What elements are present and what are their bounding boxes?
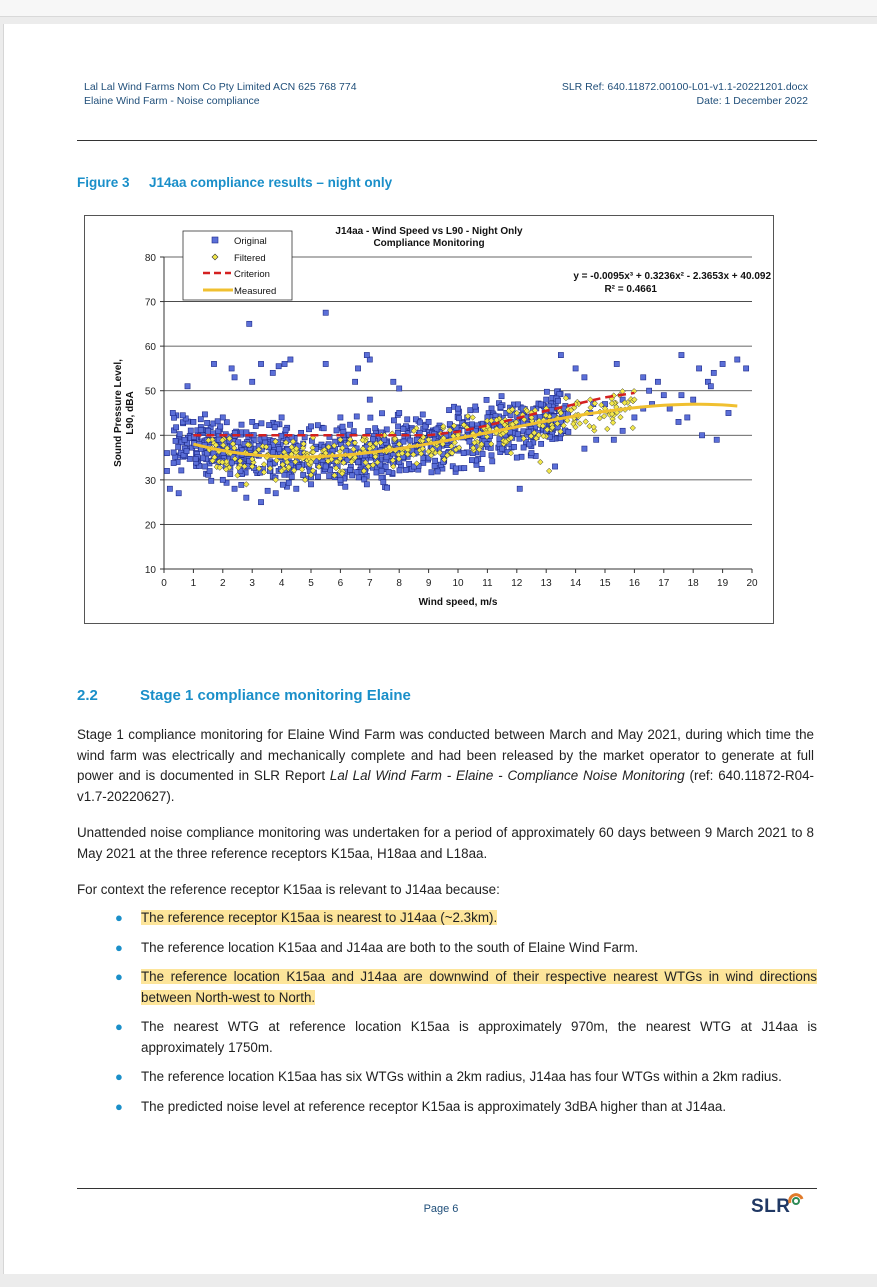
- original-point: [566, 429, 571, 434]
- original-point: [429, 470, 434, 475]
- original-point: [582, 446, 587, 451]
- original-point: [699, 433, 704, 438]
- original-point: [294, 486, 299, 491]
- original-point: [171, 450, 176, 455]
- y-tick-label: 50: [144, 386, 156, 398]
- viewer-top-strip: [0, 0, 877, 17]
- original-point: [286, 480, 291, 485]
- logo-swirl-icon: [788, 1193, 804, 1207]
- original-point: [250, 419, 255, 424]
- header-project: Elaine Wind Farm - Noise compliance: [84, 95, 260, 107]
- original-point: [573, 366, 578, 371]
- original-point: [355, 459, 360, 464]
- filtered-point: [583, 419, 589, 425]
- original-point: [364, 482, 369, 487]
- original-point: [420, 412, 425, 417]
- original-point: [173, 438, 178, 443]
- original-point: [379, 411, 384, 416]
- original-point: [193, 456, 198, 461]
- original-point: [323, 464, 328, 469]
- original-point: [391, 418, 396, 423]
- original-point: [499, 394, 504, 399]
- original-point: [229, 460, 234, 465]
- original-point: [247, 321, 252, 326]
- r-squared: R² = 0.4661: [604, 284, 657, 295]
- x-tick-label: 8: [396, 578, 402, 589]
- header-right: [562, 80, 808, 108]
- original-point: [179, 468, 184, 473]
- original-point: [720, 361, 725, 366]
- bullet-text: The reference receptor K15aa is nearest to J14aa (~2.3km).: [141, 910, 498, 925]
- x-tick-label: 1: [190, 578, 197, 589]
- original-point: [259, 421, 264, 426]
- header-left: [84, 80, 357, 108]
- original-point: [469, 422, 474, 427]
- original-point: [350, 473, 355, 478]
- original-point: [167, 486, 172, 491]
- original-point: [373, 426, 378, 431]
- original-point: [289, 474, 294, 479]
- original-point: [250, 379, 255, 384]
- original-point: [203, 464, 208, 469]
- list-item: [77, 938, 817, 959]
- original-point: [726, 410, 731, 415]
- original-point: [544, 389, 549, 394]
- bullet-text: The predicted noise level at reference receptor K15aa is approximately 3dBA higher than at J14aa.: [141, 1098, 727, 1114]
- x-tick-label: 20: [746, 578, 758, 589]
- bullet-text: The nearest WTG at reference location K15aa is approximately 970m, the nearest WTG at J14aa is approximately 1750m.: [141, 1019, 817, 1055]
- original-point: [220, 415, 225, 420]
- original-point: [708, 384, 713, 389]
- original-point: [229, 366, 234, 371]
- original-point: [198, 427, 203, 432]
- original-point: [272, 425, 277, 430]
- original-point: [308, 424, 313, 429]
- original-point: [614, 361, 619, 366]
- original-point: [348, 467, 353, 472]
- section-heading: [77, 687, 411, 704]
- original-point: [397, 468, 402, 473]
- original-point: [220, 477, 225, 482]
- original-point: [308, 482, 313, 487]
- bullet-icon: ●: [115, 1098, 123, 1114]
- original-point: [338, 477, 343, 482]
- legend-label: Filtered: [234, 253, 266, 264]
- original-point: [171, 460, 176, 465]
- paragraph-1: [77, 725, 814, 807]
- original-point: [321, 426, 326, 431]
- y-tick-label: 10: [144, 565, 156, 576]
- original-point: [473, 404, 478, 409]
- original-point: [198, 417, 203, 422]
- original-point: [185, 384, 190, 389]
- original-point: [480, 451, 485, 456]
- filtered-point: [610, 420, 616, 426]
- filtered-point: [470, 415, 476, 421]
- y-tick-label: 60: [144, 342, 156, 354]
- original-point: [432, 463, 437, 468]
- original-point: [426, 419, 431, 424]
- original-point: [362, 477, 367, 482]
- original-point: [467, 439, 472, 444]
- original-point: [205, 420, 210, 425]
- y-axis-label-2: L90, dBA: [125, 391, 136, 435]
- filtered-point: [630, 425, 636, 431]
- original-point: [170, 410, 175, 415]
- y-tick-label: 20: [144, 520, 156, 532]
- list-item: [77, 967, 817, 1008]
- original-point: [239, 422, 244, 427]
- original-point: [435, 469, 440, 474]
- filtered-point: [244, 482, 250, 488]
- original-point: [258, 361, 263, 366]
- original-point: [228, 471, 233, 476]
- original-point: [538, 402, 543, 407]
- original-point: [521, 445, 526, 450]
- x-tick-label: 4: [278, 578, 285, 589]
- original-point: [355, 366, 360, 371]
- x-tick-label: 15: [599, 578, 611, 589]
- original-point: [315, 423, 320, 428]
- original-point: [379, 468, 384, 473]
- x-tick-label: 5: [308, 578, 314, 589]
- original-point: [374, 470, 379, 475]
- original-point: [632, 415, 637, 420]
- original-point: [277, 447, 282, 452]
- figure-caption: [77, 175, 392, 190]
- original-point: [265, 488, 270, 493]
- original-point: [558, 352, 563, 357]
- original-point: [176, 491, 181, 496]
- original-point: [356, 475, 361, 480]
- original-point: [679, 393, 684, 398]
- original-point: [711, 370, 716, 375]
- original-point: [555, 398, 560, 403]
- original-point: [549, 407, 554, 412]
- original-point: [177, 432, 182, 437]
- original-point: [209, 478, 214, 483]
- original-point: [224, 420, 229, 425]
- y-tick-label: 40: [144, 431, 156, 443]
- original-point: [370, 437, 375, 442]
- figure-number: Figure 3: [77, 175, 130, 190]
- bullet-icon: ●: [115, 969, 123, 984]
- chart-title: J14aa - Wind Speed vs L90 - Night Only: [335, 226, 523, 237]
- legend-label: Criterion: [234, 269, 270, 280]
- original-point: [511, 444, 516, 449]
- x-tick-label: 3: [249, 578, 255, 589]
- original-point: [498, 404, 503, 409]
- original-point: [315, 474, 320, 479]
- header-rule: [77, 140, 817, 141]
- filtered-point: [538, 459, 544, 465]
- original-point: [386, 469, 391, 474]
- original-point: [456, 416, 461, 421]
- original-point: [667, 406, 672, 411]
- original-point: [691, 397, 696, 402]
- x-tick-label: 16: [628, 578, 640, 589]
- original-point: [403, 467, 408, 472]
- scatter-chart: [85, 216, 773, 623]
- original-point: [239, 482, 244, 487]
- original-point: [323, 361, 328, 366]
- section-title: Stage 1 compliance monitoring Elaine: [140, 687, 411, 704]
- original-point: [279, 433, 284, 438]
- original-point: [453, 466, 458, 471]
- original-point: [406, 461, 411, 466]
- original-point: [484, 397, 489, 402]
- original-point: [490, 459, 495, 464]
- header-ref: SLR Ref: 640.11872.00100-L01-v1.1-20221201.docx: [561, 81, 808, 93]
- y-tick-label: 70: [144, 297, 156, 309]
- original-point: [468, 408, 473, 413]
- original-point: [611, 437, 616, 442]
- original-point: [327, 474, 332, 479]
- page-number: Page 6: [423, 1203, 459, 1215]
- filtered-point: [618, 414, 624, 420]
- original-point: [391, 379, 396, 384]
- original-point: [462, 465, 467, 470]
- original-point: [381, 480, 386, 485]
- original-point: [685, 415, 690, 420]
- original-point: [489, 453, 494, 458]
- original-point: [211, 361, 216, 366]
- original-point: [323, 310, 328, 315]
- original-point: [340, 424, 345, 429]
- chart-frame: [84, 215, 774, 624]
- original-point: [582, 375, 587, 380]
- original-point: [364, 352, 369, 357]
- original-point: [401, 426, 406, 431]
- original-point: [395, 424, 400, 429]
- bullet-icon: ●: [115, 1069, 123, 1084]
- original-point: [696, 366, 701, 371]
- x-tick-label: 6: [337, 578, 344, 589]
- footer-rule: [77, 1188, 817, 1189]
- original-point: [366, 428, 371, 433]
- original-point: [461, 450, 466, 455]
- bullet-text: The reference location K15aa and J14aa are downwind of their respective nearest WTGs in wind directions between North-west to North.: [141, 969, 817, 1005]
- bullet-list: [77, 908, 817, 1126]
- original-point: [276, 364, 281, 369]
- original-point: [258, 500, 263, 505]
- original-point: [218, 424, 223, 429]
- x-axis-label: Wind speed, m/s: [418, 597, 498, 608]
- original-point: [401, 439, 406, 444]
- x-tick-label: 2: [220, 578, 226, 589]
- original-point: [191, 419, 196, 424]
- original-point: [200, 456, 205, 461]
- x-tick-label: 11: [482, 578, 493, 589]
- original-point: [515, 432, 520, 437]
- original-point: [641, 375, 646, 380]
- figure-title: J14aa compliance results – night only: [149, 175, 393, 190]
- x-tick-label: 12: [511, 578, 523, 589]
- y-tick-label: 30: [144, 475, 156, 487]
- logo-text: SLR: [751, 1196, 791, 1217]
- x-tick-label: 10: [452, 578, 464, 589]
- list-item: [77, 1097, 817, 1118]
- original-point: [679, 352, 684, 357]
- bullet-icon: ●: [115, 1019, 123, 1034]
- original-point: [174, 425, 179, 430]
- original-point: [455, 406, 460, 411]
- original-point: [180, 413, 185, 418]
- original-point: [515, 402, 520, 407]
- original-point: [334, 428, 339, 433]
- paragraph-2: Unattended noise compliance monitoring was undertaken for a period of approximately 60 days between 9 March 2021 to 8 May 2021 at the three reference receptors K15aa, H18aa and L18aa.: [77, 825, 814, 861]
- original-point: [244, 495, 249, 500]
- bullet-text: The reference location K15aa and J14aa are both to the south of Elaine Wind Farm.: [141, 939, 639, 955]
- report-title: Lal Lal Wind Farm - Elaine - Compliance Noise Monitoring: [329, 768, 685, 783]
- document-page: [3, 24, 877, 1274]
- original-point: [347, 422, 352, 427]
- original-point: [232, 375, 237, 380]
- x-tick-label: 13: [540, 578, 552, 589]
- original-point: [527, 442, 532, 447]
- original-point: [282, 361, 287, 366]
- original-point: [385, 485, 390, 490]
- original-point: [343, 484, 348, 489]
- x-tick-label: 17: [658, 578, 670, 589]
- filtered-point: [605, 426, 611, 432]
- section-number: 2.2: [77, 687, 98, 704]
- original-point: [433, 458, 438, 463]
- original-point: [288, 357, 293, 362]
- list-item: [77, 1017, 817, 1058]
- paragraph-1-text: Stage 1 compliance monitoring for Elaine Wind Farm was conducted between March and May 2021, during which time the wind farm was electrically and mechanically complete and had been released by the market operator to generate at full power and is documented in SLR Report: [77, 727, 814, 783]
- original-point: [384, 455, 389, 460]
- original-point: [552, 464, 557, 469]
- original-point: [469, 458, 474, 463]
- legend-swatch-original: [212, 237, 218, 243]
- original-point: [368, 415, 373, 420]
- original-point: [500, 446, 505, 451]
- x-tick-label: 0: [161, 578, 167, 589]
- original-point: [182, 437, 187, 442]
- bullet-icon: ●: [115, 910, 123, 925]
- original-point: [164, 468, 169, 473]
- original-point: [714, 437, 719, 442]
- original-point: [408, 438, 413, 443]
- original-point: [280, 482, 285, 487]
- filtered-point: [577, 421, 583, 427]
- original-point: [539, 441, 544, 446]
- original-point: [232, 486, 237, 491]
- original-point: [354, 414, 359, 419]
- header-date: Date: 1 December 2022: [696, 95, 808, 107]
- x-tick-label: 19: [717, 578, 729, 589]
- original-point: [301, 472, 306, 477]
- original-point: [164, 451, 169, 456]
- original-point: [266, 422, 271, 427]
- y-axis-label: Sound Pressure Level,: [113, 359, 124, 467]
- legend-label: Measured: [234, 286, 277, 297]
- original-point: [405, 417, 410, 422]
- original-point: [367, 397, 372, 402]
- original-point: [279, 415, 284, 420]
- slr-logo: [751, 1196, 791, 1218]
- original-point: [594, 437, 599, 442]
- original-point: [421, 460, 426, 465]
- list-item: [77, 908, 817, 929]
- header-company: Lal Lal Wind Farms Nom Co Pty Limited ACN 625 768 774: [84, 81, 357, 93]
- original-point: [514, 455, 519, 460]
- original-point: [544, 397, 549, 402]
- original-point: [744, 366, 749, 371]
- bullet-icon: ●: [115, 939, 123, 955]
- list-item: [77, 1067, 817, 1088]
- original-point: [655, 379, 660, 384]
- original-point: [397, 386, 402, 391]
- trend-equation: y = -0.0095x³ + 0.3236x² - 2.3653x + 40.092: [573, 271, 771, 282]
- original-point: [397, 410, 402, 415]
- original-point: [351, 429, 356, 434]
- x-tick-label: 7: [367, 578, 373, 589]
- original-point: [283, 428, 288, 433]
- original-point: [188, 428, 193, 433]
- original-point: [676, 419, 681, 424]
- original-point: [417, 420, 422, 425]
- filtered-point: [546, 468, 552, 474]
- original-point: [270, 449, 275, 454]
- x-tick-label: 9: [425, 578, 432, 589]
- x-tick-label: 18: [687, 578, 699, 589]
- legend-label: Original: [234, 236, 267, 247]
- original-point: [215, 419, 220, 424]
- original-point: [529, 451, 534, 456]
- original-point: [735, 357, 740, 362]
- original-point: [479, 466, 484, 471]
- original-point: [338, 415, 343, 420]
- original-point: [270, 370, 275, 375]
- paragraph-3: For context the reference receptor K15aa is relevant to J14aa because:: [77, 882, 500, 897]
- original-point: [273, 491, 278, 496]
- original-point: [620, 428, 625, 433]
- original-point: [517, 486, 522, 491]
- original-point: [446, 408, 451, 413]
- original-point: [661, 393, 666, 398]
- paragraph-1-tail: (ref: 640.11872-R04-v1.7-20220627).: [77, 768, 814, 804]
- bullet-text: The reference location K15aa has six WTGs within a 2km radius, J14aa has four WTGs within a 2km radius.: [141, 1069, 782, 1084]
- original-point: [202, 412, 207, 417]
- original-point: [236, 440, 241, 445]
- original-point: [184, 448, 189, 453]
- chart-subtitle: Compliance Monitoring: [373, 238, 485, 249]
- original-point: [353, 379, 358, 384]
- x-tick-label: 14: [570, 578, 582, 589]
- original-point: [206, 428, 211, 433]
- original-point: [647, 388, 652, 393]
- y-tick-label: 80: [144, 253, 156, 264]
- original-point: [176, 444, 181, 449]
